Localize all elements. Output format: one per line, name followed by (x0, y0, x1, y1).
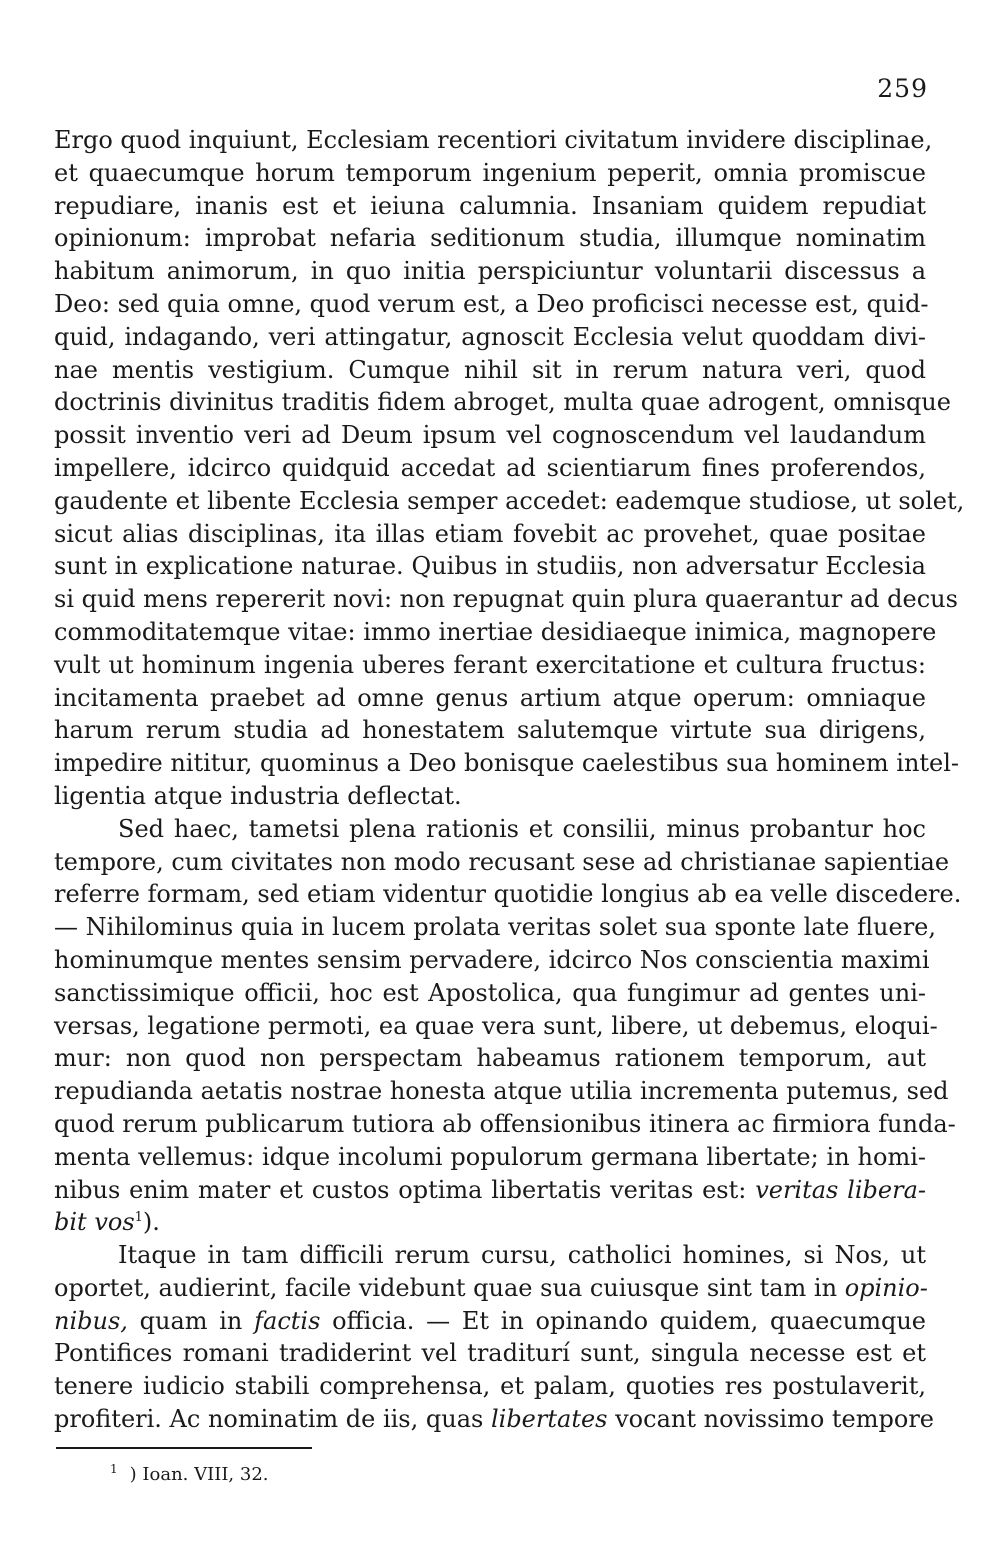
paragraph-1-line: doctrinis divinitus traditis fidem abroget, multa quae adrogent, omnisque (54, 388, 951, 417)
paragraph-1-line: opinionum: improbat nefaria seditionum studia, illumque nominatim (54, 224, 926, 253)
footnote-reference: 1 (134, 1210, 143, 1226)
paragraph-2-line: hominumque mentes sensim pervadere, idcirco Nos conscientia maximi (54, 945, 930, 974)
paragraph-3-line-4: Pontifices romani tradiderint vel traditurí sunt, singula necesse est et (54, 1339, 926, 1368)
paragraph-2-line: mur: non quod non perspectam habeamus rationem temporum, aut (54, 1044, 926, 1073)
paragraph-2-line: referre formam, sed etiam videntur quotidie longius ab ea velle discedere. (54, 880, 962, 909)
paragraph-1-line: nae mentis vestigium. Cumque nihil sit in rerum natura veri, quod (54, 355, 926, 384)
paragraph-1 (54, 124, 965, 813)
paragraph-1-line: possit inventio veri ad Deum ipsum vel cognoscendum vel laudandum (54, 421, 926, 450)
paragraph-1-line: vult ut hominum ingenia uberes ferant exercitatione et cultura fructus: (54, 650, 926, 679)
paragraph-3-line-1: Itaque in tam difficili rerum cursu, catholici homines, si Nos, ut (118, 1241, 926, 1270)
paragraph-1-line: Ergo quod inquiunt, Ecclesiam recentiori civitatum invidere disciplinae, (54, 126, 933, 154)
body-text (54, 124, 965, 1436)
paragraph-3-line-2 (54, 1272, 926, 1305)
italic-run: opinio- (844, 1273, 928, 1302)
paragraph-2-closing-line (54, 1206, 926, 1239)
text-run: officia. — Et in opinando quidem, quaecumque (332, 1306, 926, 1335)
paragraph-1-line: habitum animorum, in quo initia perspiciuntur voluntarii discessus a (54, 257, 926, 286)
paragraph-2-line: sanctissimique officii, hoc est Apostolica, qua fungimur ad gentes uni- (54, 978, 926, 1007)
paragraph-3-line-5: tenere iudicio stabili comprehensa, et palam, quoties res postulaverit, (54, 1372, 926, 1401)
paragraph-1-line: harum rerum studia ad honestatem salutemque virtute sua dirigens, (54, 716, 926, 745)
paragraph-2-line: tempore, cum civitates non modo recusant sese ad christianae sapientiae (54, 847, 950, 876)
italic-run: nibus, (54, 1306, 128, 1335)
paragraph-2-line: — Nihilominus quia in lucem prolata veritas solet sua sponte late fluere, (54, 913, 936, 942)
paragraph-1-line: gaudente et libente Ecclesia semper accedet: eademque studiose, ut solet, (54, 486, 965, 515)
footnote-mark: 1 (110, 1462, 118, 1476)
paragraph-3-line-6 (54, 1403, 934, 1436)
text-run: oportet, audierint, facile videbunt quae sua cuiusque sint tam in (54, 1273, 838, 1302)
paragraph-2 (54, 813, 962, 1207)
paragraph-1-line: sunt in explicatione naturae. Quibus in studiis, non adversatur Ecclesia (54, 552, 926, 581)
italic-run: veritas libera- (755, 1175, 926, 1204)
closing-tail: ). (142, 1208, 160, 1237)
paragraph-1-line: si quid mens repererit novi: non repugnat quin plura quaerantur ad decus (54, 585, 958, 614)
paragraph-2-line: Sed haec, tametsi plena rationis et consilii, minus probantur hoc (118, 814, 926, 843)
footnote (110, 1462, 269, 1485)
paragraph-2-line: menta vellemus: idque incolumi populorum germana libertate; in homi- (54, 1142, 926, 1171)
text-run: vocant novissimo tempore (615, 1405, 934, 1434)
paragraph-1-line: et quaecumque horum temporum ingenium peperit, omnia promiscue (54, 158, 926, 187)
italic-run: factis (254, 1306, 321, 1335)
paragraph-2-line: repudianda aetatis nostrae honesta atque utilia incrementa putemus, sed (54, 1077, 949, 1106)
paragraph-3-line-3 (54, 1305, 926, 1338)
paragraph-1-line: quid, indagando, veri attingatur, agnoscit Ecclesia velut quoddam divi- (54, 322, 926, 351)
paragraph-1-line: incitamenta praebet ad omne genus artium atque operum: omniaque (54, 683, 926, 712)
paragraph-3 (54, 1239, 934, 1436)
text-run: profiteri. Ac nominatim de iis, quas (54, 1405, 484, 1434)
paragraph-1-line: ligentia atque industria deflectat. (54, 781, 462, 810)
paragraph-1-line: repudiare, inanis est et ieiuna calumnia. Insaniam quidem repudiat (54, 191, 926, 220)
closing-italic: bit vos (54, 1208, 135, 1237)
paragraph-2-line (54, 1174, 926, 1207)
paragraph-1-line: Deo: sed quia omne, quod verum est, a Deo proficisci necesse est, quid- (54, 289, 929, 318)
paragraph-1-line: commoditatemque vitae: immo inertiae desidiaeque inimica, magnopere (54, 617, 937, 646)
paragraph-1-line: impellere, idcirco quidquid accedat ad scientiarum fines proferendos, (54, 453, 926, 482)
footnote-text: ) Ioan. VIII, 32. (129, 1464, 269, 1485)
italic-run: libertates (490, 1405, 608, 1434)
text-run: nibus enim mater et custos optima libertatis veritas est: (54, 1175, 747, 1204)
page-number: 259 (877, 74, 928, 103)
paragraph-2-line: versas, legatione permoti, ea quae vera sunt, libere, ut debemus, eloqui- (54, 1011, 938, 1040)
text-run: quam in (139, 1306, 243, 1335)
paragraph-1-line: impedire nititur, quominus a Deo bonisque caelestibus sua hominem intel- (54, 749, 960, 778)
paragraph-1-line: sicut alias disciplinas, ita illas etiam fovebit ac provehet, quae positae (54, 519, 926, 548)
footnote-rule (56, 1447, 312, 1449)
paragraph-2-line: quod rerum publicarum tutiora ab offensionibus itinera ac firmiora funda- (54, 1109, 956, 1138)
